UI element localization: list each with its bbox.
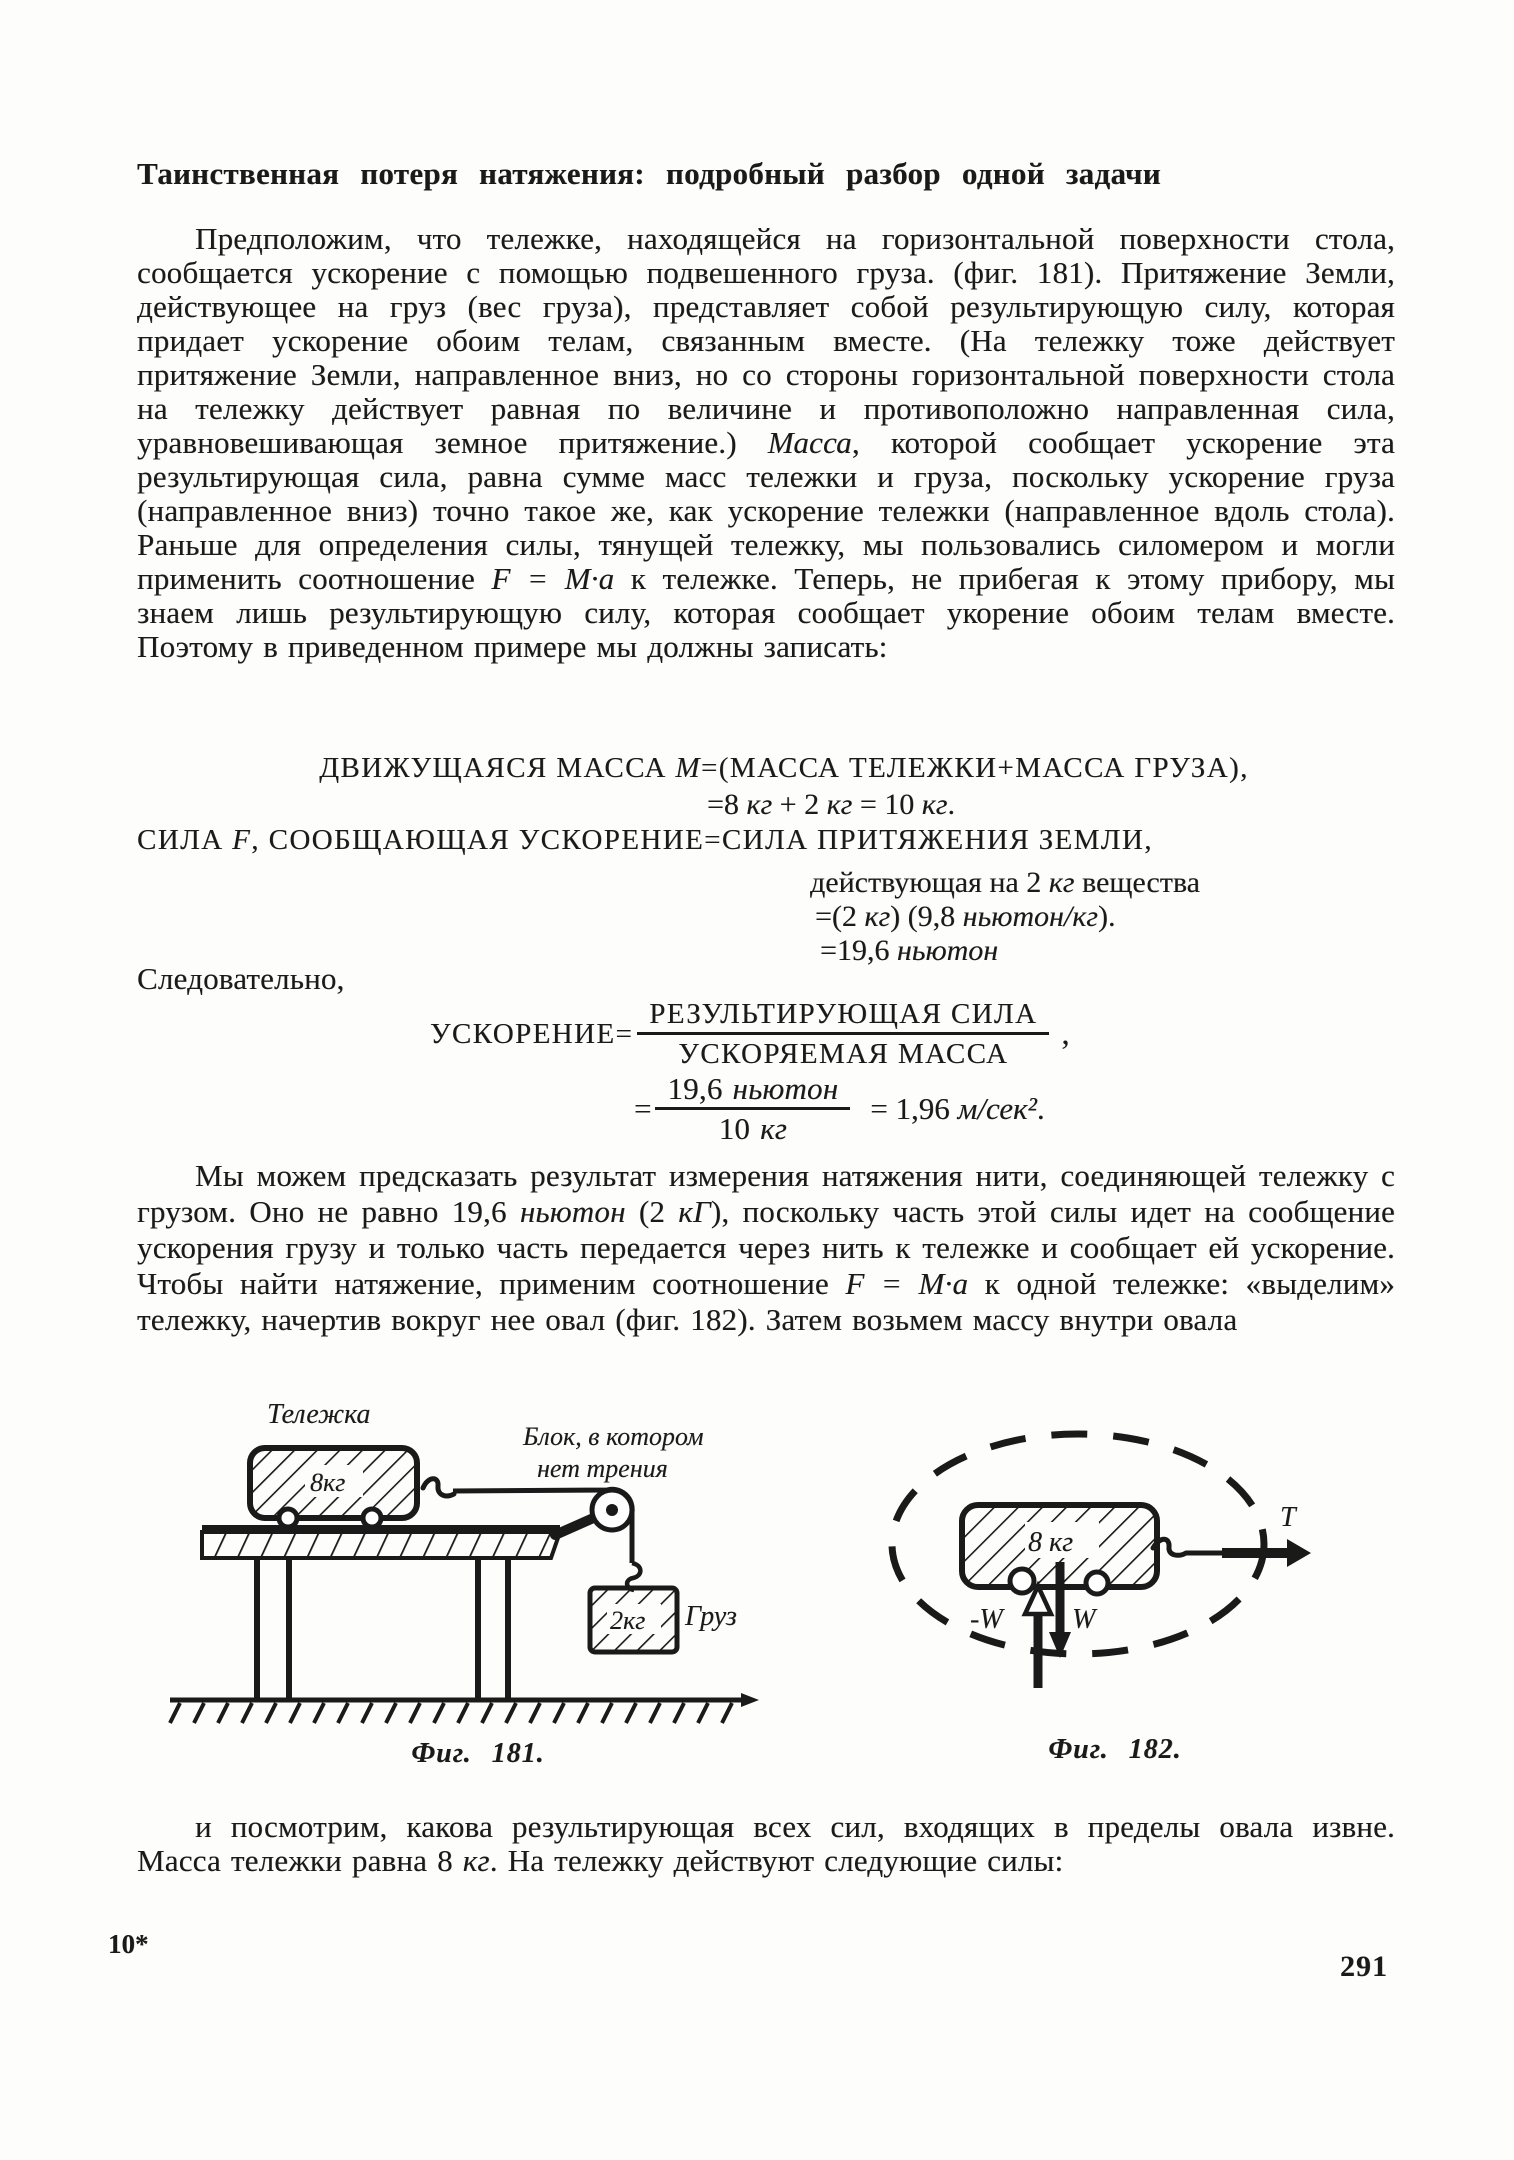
paragraph-tension: Мы можем предсказать результат измерения натяжения нити, соединяющей тележку с грузом. Оно не равно 19,6 ньютон (2 кГ), поскольку часть этой силы идет на сообщение ускорения грузу и только часть передается через нить к тележке и сообщает ей ускорение. Чтобы найти натяжение, применим соотношение F = M·a к одной тележке: «выделим» тележку, начертив вокруг нее овал (фиг. 182). Затем возьмем массу внутри овала [137, 1158, 1396, 1337]
pulley-label-line2: нет трения [537, 1454, 668, 1483]
cart-title-label: Тележка [267, 1399, 371, 1430]
equation-force-product: =(2 кг) (9,8 ньютон/кг). [815, 900, 1116, 933]
formula-equals: = [634, 1091, 652, 1126]
acceleration-value-formula [634, 1071, 1045, 1146]
cart-wheel-right [363, 1509, 381, 1527]
tension-arrowhead [1287, 1539, 1311, 1567]
cart-wheel-left [279, 1509, 297, 1527]
equation-force: СИЛА F, СООБЩАЮЩАЯ УСКОРЕНИЕ=СИЛА ПРИТЯЖЕНИЯ ЗЕМЛИ, [137, 824, 1153, 856]
fraction-denominator: 10 кг [718, 1111, 788, 1146]
page-title: Таинственная потеря натяжения: подробный разбор одной задачи [137, 156, 1161, 191]
cart-wheel-left [1010, 1569, 1034, 1593]
equation-mass-values: =8 кг + 2 кг = 10 кг. [706, 788, 955, 821]
equation-moving-mass: ДВИЖУЩАЯСЯ МАССА M=(МАССА ТЕЛЕЖКИ+МАССА ГРУЗА), [319, 752, 1249, 784]
paragraph-intro: Предположим, что тележке, находящейся на горизонтальной поверхности стола, сообщается ускорение с помощью подвешенного груза. (фиг. 181). Притяжение Земли, действующее на груз (вес груза), представляет собой результирующую силу, которая придает ускорение обоим телам, связанным вместе. (На тележку тоже действует притяжение Земли, направленное вниз, но со стороны горизонтальной поверхности стола на тележку действует равная по величине и противоположно направленная сила, уравновешивающая земное притяжение.) Масса, которой сообщает ускорение эта результирующая сила, равна сумме масс тележки и груза, поскольку ускорение груза (направленное вниз) точно такое же, как ускорение тележки (направленное вдоль стола). Раньше для определения силы, тянущей тележку, мы пользовались силомером и могли применить соотношение F = M·a к тележке. Теперь, не прибегая к этому прибору, мы знаем лишь результирующую силу, которая сообщает укорение обоим телам вместе. Поэтому в приведенном примере мы должны записать: [137, 221, 1396, 664]
formula-result: = 1,96 м/сек². [870, 1091, 1045, 1126]
page-number: 291 [1340, 1950, 1388, 1983]
pulley-label-line1: Блок, в котором [523, 1422, 704, 1451]
figure-181-cart-table-pulley [155, 1385, 795, 1745]
fraction-denominator: УСКОРЯЕМАЯ МАССА [678, 1038, 1009, 1070]
weight-label: Груз [685, 1601, 737, 1632]
paragraph-forces: и посмотрим, какова результирующая всех сил, входящих в пределы овала извне. Масса тележки равна 8 кг. На тележку действуют следующие силы: [137, 1809, 1395, 1878]
fraction-numerator: РЕЗУЛЬТИРУЮЩАЯ СИЛА [637, 999, 1049, 1035]
weight-label: W [1072, 1604, 1096, 1635]
fraction-numerator: 19,6 ньютон [655, 1074, 850, 1110]
figure-181-caption: Фиг. 181. [411, 1738, 545, 1769]
pulley-hub [606, 1504, 618, 1516]
formula-lhs: УСКОРЕНИЕ= [430, 1017, 634, 1050]
reaction-label: -W [970, 1604, 1003, 1635]
equation-force-note: действующая на 2 кг вещества [810, 866, 1200, 899]
ground-hatch [170, 1703, 732, 1723]
fraction [655, 1071, 850, 1146]
ground-arrowhead [741, 1693, 759, 1707]
cart-wheel-right [1086, 1572, 1108, 1594]
acceleration-definition-formula [430, 999, 1070, 1069]
cart-mass-label: 8кг [310, 1468, 346, 1497]
word-consequently: Следовательно, [137, 961, 345, 996]
weight-mass-label: 2кг [610, 1606, 646, 1635]
fraction [637, 999, 1049, 1069]
formula-tail: , [1061, 1015, 1070, 1052]
tension-label: T [1280, 1502, 1296, 1533]
figure-182-isolated-cart [870, 1390, 1330, 1720]
rope-hook-squiggle [423, 1479, 454, 1496]
printers-signature-mark: 10* [108, 1929, 149, 1959]
figure-182-caption: Фиг. 182. [1048, 1734, 1182, 1765]
cart-mass-label: 8 кг [1028, 1527, 1074, 1558]
table-top [202, 1532, 560, 1558]
equation-force-result: =19,6 ньютон [820, 934, 999, 967]
